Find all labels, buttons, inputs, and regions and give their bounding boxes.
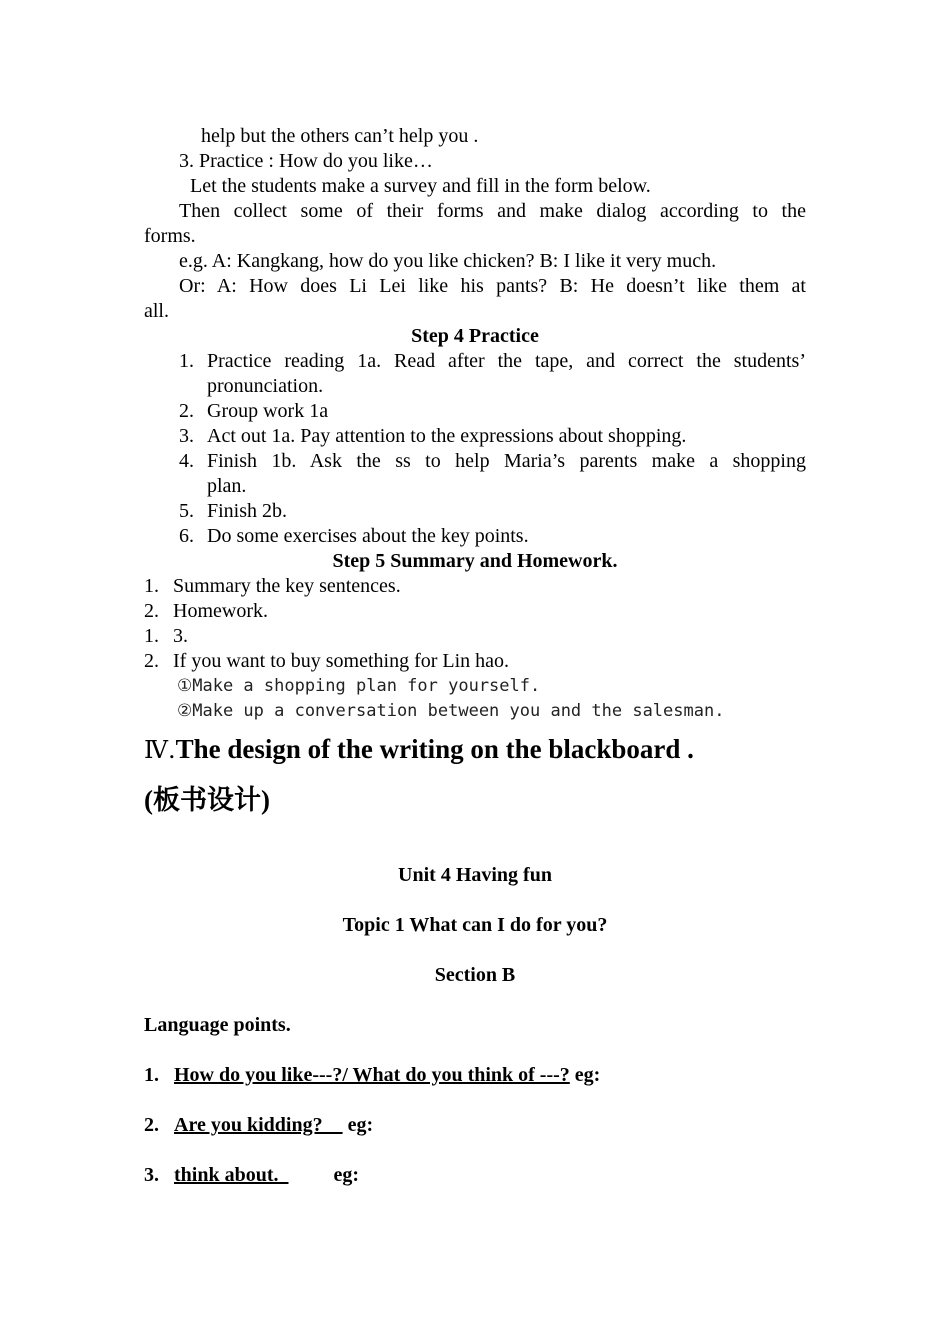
list-item: 5. Finish 2b. bbox=[179, 500, 288, 522]
language-points-title: Language points. bbox=[144, 1013, 291, 1036]
step5-list bbox=[144, 574, 806, 674]
language-point: 2. Are you kidding? eg: bbox=[144, 1113, 374, 1136]
homework-subitem: ①Make a shopping plan for yourself. bbox=[177, 676, 541, 696]
list-item: 4. Finish 1b. Ask the ss to help Maria’s parents make a shopping plan. bbox=[179, 450, 806, 497]
roman-numeral: Ⅳ. bbox=[144, 736, 176, 764]
text-line: Then collect some of their forms and make dialog according to the bbox=[179, 200, 806, 222]
step4-list bbox=[179, 349, 806, 549]
list-item: 3. Act out 1a. Pay attention to the expressions about shopping. bbox=[179, 425, 687, 447]
board-section: Section B bbox=[434, 963, 516, 986]
text-line: all. bbox=[144, 300, 169, 322]
board-unit: Unit 4 Having fun bbox=[398, 863, 552, 886]
text-line: Or: A: How does Li Lei like his pants? B: He doesn’t like them at bbox=[179, 275, 806, 297]
text-line: forms. bbox=[144, 225, 196, 247]
section-heading-cn: (板书设计) bbox=[144, 785, 270, 815]
text-line: 3. Practice : How do you like… bbox=[179, 150, 433, 172]
text-line: help but the others can’t help you . bbox=[201, 125, 479, 147]
list-item: 6. Do some exercises about the key points. bbox=[179, 525, 529, 547]
list-item: 2. Group work 1a bbox=[179, 400, 329, 422]
list-item: 1. Practice reading 1a. Read after the tape, and correct the students’ pronunciation. bbox=[179, 350, 806, 397]
list-item: 1. 3. bbox=[144, 625, 188, 647]
step5-title: Step 5 Summary and Homework. bbox=[332, 550, 618, 572]
text-line: Let the students make a survey and fill in the form below. bbox=[190, 175, 651, 197]
list-item: 2. If you want to buy something for Lin hao. bbox=[144, 650, 510, 672]
list-item: 2. Homework. bbox=[144, 600, 268, 622]
section-heading-text: The design of the writing on the blackboard . bbox=[175, 734, 694, 764]
homework-subitem: ②Make up a conversation between you and the salesman. bbox=[177, 701, 725, 721]
step4-title: Step 4 Practice bbox=[411, 325, 539, 347]
text-line: e.g. A: Kangkang, how do you like chicken? B: I like it very much. bbox=[179, 250, 717, 272]
language-point: 1. How do you like---?/ What do you think of ---? eg: bbox=[144, 1063, 601, 1086]
list-item: 1. Summary the key sentences. bbox=[144, 575, 401, 597]
document-body bbox=[144, 124, 806, 1200]
section-heading bbox=[144, 724, 806, 775]
board-topic: Topic 1 What can I do for you? bbox=[342, 913, 608, 936]
language-point: 3. think about. eg: bbox=[144, 1163, 360, 1186]
